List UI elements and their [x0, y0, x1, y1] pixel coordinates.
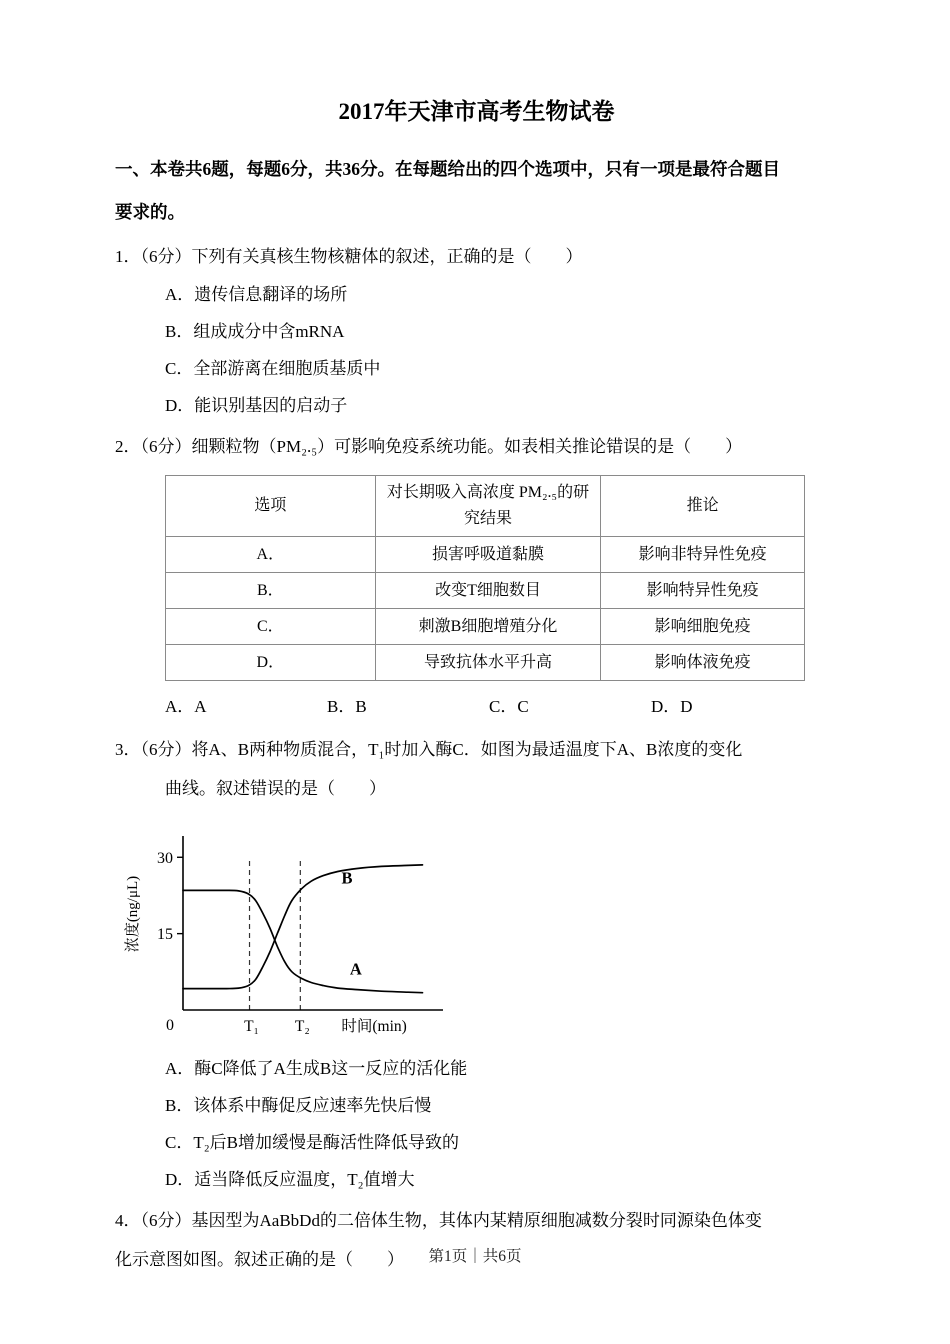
- q2-stem: 2．（6分）细颗粒物（PM₂.₅）可影响免疫系统功能。如表相关推论错误的是（ ）: [115, 437, 743, 456]
- pm25-immunity-table: [165, 475, 805, 681]
- question-3: [115, 730, 838, 1198]
- table-cell-inference: 影响体液免疫: [601, 645, 805, 681]
- table-row: [166, 609, 805, 645]
- section-instructions-line2: 要求的。: [115, 202, 185, 222]
- q3-stem-line1: 3．（6分）将A、B两种物质混合，T₁时加入酶C．如图为最适温度下A、B浓度的变化: [115, 740, 743, 759]
- q3-option-c: C．T₂后B增加缓慢是酶活性降低导致的: [165, 1133, 459, 1152]
- question-1: [115, 237, 838, 424]
- svg-text:浓度(ng/μL): 浓度(ng/μL): [125, 875, 141, 953]
- table-cell-option: B．: [166, 573, 376, 609]
- q3-option-a: A．酶C降低了A生成B这一反应的活化能: [165, 1059, 468, 1078]
- q2-option-b: B．B: [327, 697, 367, 716]
- svg-text:T₁: T₁: [244, 1018, 259, 1035]
- table-header-row: [166, 476, 805, 537]
- table-cell-inference: 影响非特异性免疫: [601, 537, 805, 573]
- svg-text:0: 0: [166, 1017, 174, 1034]
- table-cell-result: 刺激B细胞增殖分化: [375, 609, 601, 645]
- exam-title: 2017年天津市高考生物试卷: [338, 99, 615, 124]
- table-cell-option: C．: [166, 609, 376, 645]
- q3-chart: [117, 818, 838, 1046]
- table-cell-option: D．: [166, 645, 376, 681]
- table-header-inference: 推论: [601, 476, 805, 537]
- q3-option-b: B．该体系中酶促反应速率先快后慢: [165, 1096, 432, 1115]
- table-row: [166, 537, 805, 573]
- section-instructions-line1: 一、本卷共6题，每题6分，共36分。在每题给出的四个选项中，只有一项是最符合题目: [115, 159, 780, 179]
- table-row: [166, 573, 805, 609]
- page-number: 第1页｜共6页: [428, 1248, 522, 1265]
- q1-option-a: A．遗传信息翻译的场所: [165, 285, 348, 304]
- table-cell-inference: 影响细胞免疫: [601, 609, 805, 645]
- question-4: [115, 1201, 838, 1279]
- table-cell-inference: 影响特异性免疫: [601, 573, 805, 609]
- section-instructions: [115, 148, 838, 234]
- svg-text:30: 30: [157, 849, 173, 867]
- table-header-result: 对长期吸入高浓度 PM₂.₅的研究结果: [375, 476, 601, 537]
- table-header-option: 选项: [166, 476, 376, 537]
- table-cell-result: 损害呼吸道黏膜: [375, 537, 601, 573]
- q2-answer-options: [115, 687, 838, 727]
- q2-option-c: C．C: [489, 697, 529, 716]
- svg-text:T₂: T₂: [294, 1018, 310, 1035]
- q1-option-d: D．能识别基因的启动子: [165, 396, 348, 415]
- svg-text:时间(min): 时间(min): [341, 1018, 407, 1035]
- q2-option-a: A．A: [165, 697, 207, 716]
- q3-chart-svg: [117, 818, 467, 1046]
- q1-option-c: C．全部游离在细胞质基质中: [165, 359, 381, 378]
- q1-option-b: B．组成成分中含mRNA: [165, 322, 345, 341]
- q1-stem: 1．（6分）下列有关真核生物核糖体的叙述，正确的是（ ）: [115, 247, 583, 266]
- q4-stem-line2: 化示意图如图。叙述正确的是（ ）: [115, 1250, 404, 1269]
- q4-stem-line1: 4．（6分）基因型为AaBbDd的二倍体生物，其体内某精原细胞减数分裂时同源染色体变: [115, 1211, 762, 1230]
- question-2: [115, 427, 838, 727]
- q3-option-d: D．适当降低反应温度，T₂值增大: [165, 1170, 415, 1189]
- q2-option-d: D．D: [651, 697, 693, 716]
- table-cell-result: 导致抗体水平升高: [375, 645, 601, 681]
- q3-stem-line2: 曲线。叙述错误的是（ ）: [165, 779, 386, 798]
- svg-text:B: B: [341, 868, 353, 888]
- svg-text:A: A: [349, 959, 362, 979]
- svg-text:15: 15: [157, 926, 173, 944]
- table-cell-option: A．: [166, 537, 376, 573]
- table-row: [166, 645, 805, 681]
- table-cell-result: 改变T细胞数目: [375, 573, 601, 609]
